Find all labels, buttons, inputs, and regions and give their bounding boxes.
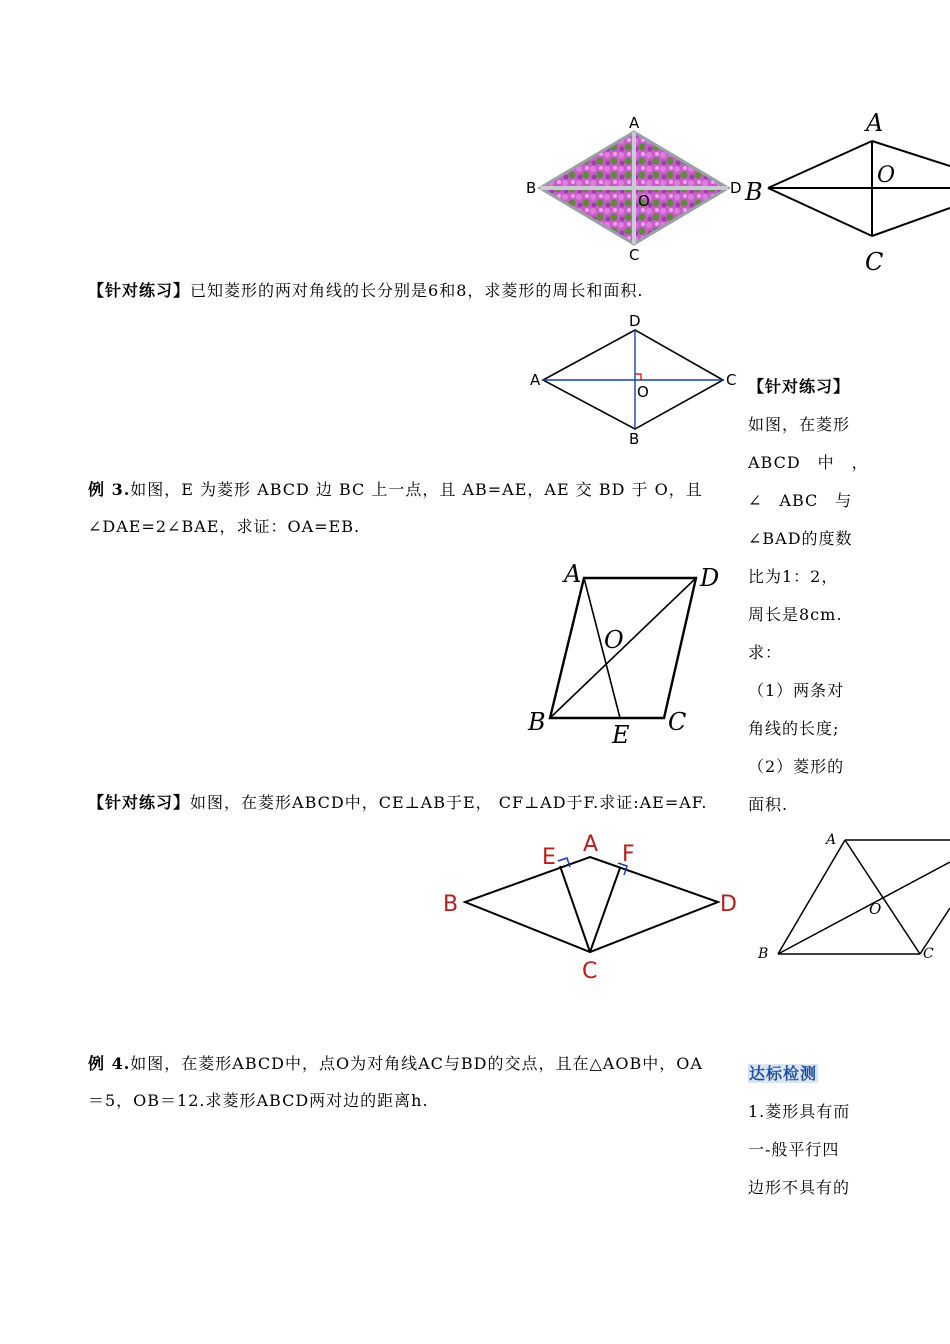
practice1-label-c: C bbox=[726, 371, 737, 389]
side-check-line-3: 边形不具有的 bbox=[748, 1178, 851, 1197]
side-practice-line-9: 角线的长度; bbox=[748, 719, 840, 738]
top-right-label-o: O bbox=[877, 163, 896, 188]
photo-label-b: B bbox=[526, 179, 537, 197]
example3-label-c: C bbox=[668, 708, 687, 736]
practice1-rhombus-figure bbox=[525, 308, 755, 453]
example4-paragraph bbox=[88, 1045, 743, 1119]
example3-tag: 例 3. bbox=[88, 480, 131, 499]
example3-label-e: E bbox=[612, 721, 630, 749]
practice1-text: 已知菱形的两对角线的长分别是6和8，求菱形的周长和面积. bbox=[190, 281, 644, 300]
right-label-c: C bbox=[923, 946, 934, 962]
example3-label-b: B bbox=[528, 708, 546, 736]
side-check-title: 达标检测 bbox=[749, 1064, 818, 1083]
practice2-label-c: C bbox=[582, 959, 598, 984]
example4-tag: 例 4. bbox=[88, 1054, 131, 1073]
photo-rhombus-figure bbox=[520, 110, 750, 265]
example3-label-d: D bbox=[700, 564, 720, 592]
side-check-column bbox=[748, 1055, 868, 1207]
example4-line1: 如图，在菱形ABCD中，点O为对角线AC与BD的交点，且在△AOB中，OA bbox=[130, 1054, 703, 1073]
practice2-tag: 【针对练习】 bbox=[88, 793, 191, 812]
photo-label-o: O bbox=[638, 192, 650, 210]
side-practice-line-6: 周长是8cm. bbox=[748, 605, 843, 624]
side-practice-line-3: ∠ ABC 与 bbox=[748, 491, 853, 510]
top-right-rhombus-figure bbox=[740, 108, 950, 278]
side-practice-line-5: 比为1：2， bbox=[748, 567, 839, 586]
side-practice-line-1: 如图，在菱形 bbox=[748, 415, 851, 434]
right-label-b: B bbox=[758, 946, 769, 962]
side-practice-line-8: （1）两条对 bbox=[748, 681, 845, 700]
side-practice-column bbox=[748, 368, 868, 824]
practice1-paragraph bbox=[88, 272, 738, 309]
practice2-label-a: A bbox=[583, 832, 599, 857]
practice1-label-o: O bbox=[637, 383, 649, 401]
top-right-label-b: B bbox=[745, 178, 763, 206]
photo-label-c: C bbox=[629, 246, 640, 264]
example3-figure bbox=[528, 560, 733, 750]
example4-line2: ＝5，OB＝12.求菱形ABCD两对边的距离h. bbox=[88, 1091, 429, 1110]
practice2-label-d: D bbox=[720, 892, 737, 917]
practice1-label-b: B bbox=[629, 430, 640, 448]
practice1-label-d: D bbox=[629, 312, 641, 330]
practice2-paragraph bbox=[88, 784, 738, 821]
example3-line1: 如图，E 为菱形 ABCD 边 BC 上一点，且 AB=AE，AE 交 BD 于 O，且 bbox=[130, 480, 703, 499]
side-check-line-2: 一-般平行四 bbox=[748, 1140, 840, 1159]
practice2-figure bbox=[440, 822, 750, 984]
example3-line2: ∠DAE=2∠BAE，求证：OA=EB. bbox=[88, 517, 361, 536]
side-practice-tag: 【针对练习】 bbox=[748, 377, 851, 396]
example3-label-a: A bbox=[564, 560, 582, 588]
side-practice-line-4: ∠BAD的度数 bbox=[748, 529, 853, 548]
side-practice-line-7: 求： bbox=[748, 643, 783, 662]
example3-label-o: O bbox=[604, 626, 624, 654]
side-check-line-1: 1.菱形具有而 bbox=[748, 1102, 851, 1121]
photo-label-a: A bbox=[629, 114, 640, 132]
top-right-label-c: C bbox=[865, 248, 884, 276]
top-right-label-a: A bbox=[866, 109, 884, 137]
practice1-tag: 【针对练习】 bbox=[88, 281, 191, 300]
practice2-label-b: B bbox=[443, 892, 459, 917]
side-practice-line-2: ABCD 中 ， bbox=[748, 453, 869, 472]
side-practice-line-10: （2）菱形的 bbox=[748, 757, 845, 776]
practice1-label-a: A bbox=[530, 371, 541, 389]
right-parallelogram-figure bbox=[750, 826, 950, 966]
practice2-text: 如图，在菱形ABCD中，CE⊥AB于E， CF⊥AD于F.求证:AE=AF. bbox=[190, 793, 708, 812]
right-label-a: A bbox=[826, 832, 837, 848]
photo-label-d: D bbox=[730, 179, 742, 197]
practice2-label-f: F bbox=[622, 842, 635, 867]
right-label-o: O bbox=[869, 900, 882, 918]
practice2-label-e: E bbox=[542, 845, 556, 870]
example3-paragraph bbox=[88, 471, 743, 545]
side-practice-line-11: 面积. bbox=[748, 795, 789, 814]
